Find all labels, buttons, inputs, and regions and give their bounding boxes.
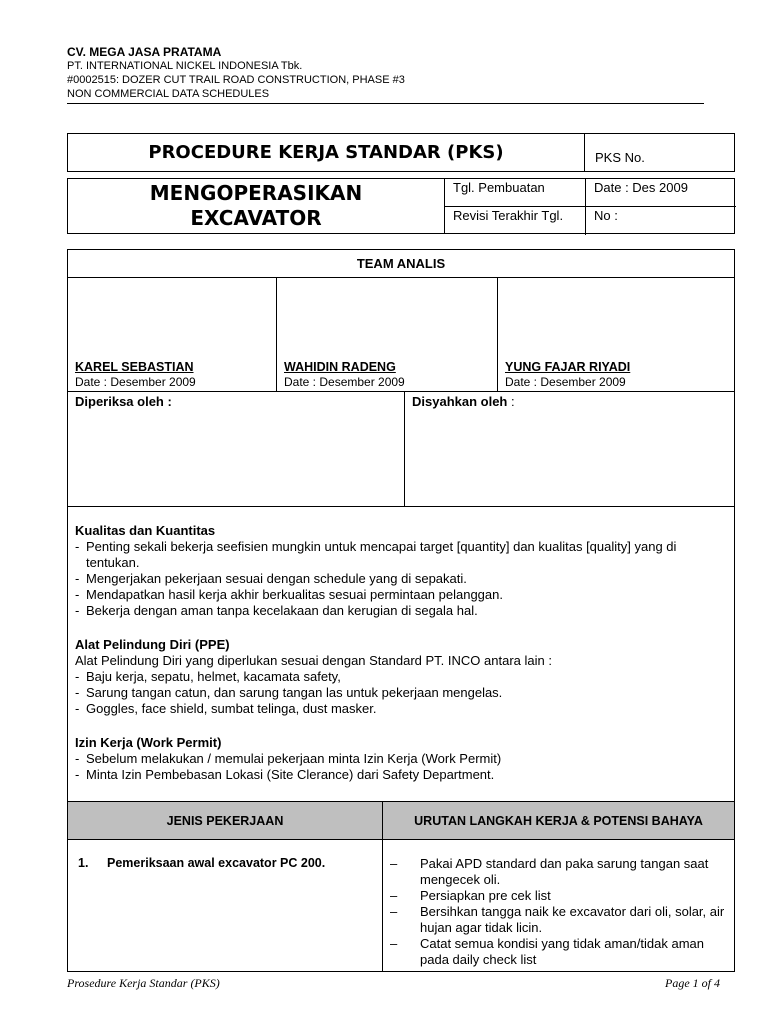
section-intro: Alat Pelindung Diri yang diperlukan sesuai dengan Standard PT. INCO antara lain :: [75, 653, 552, 668]
list-item: - Baju kerja, sepatu, helmet, kacamata safety,: [75, 669, 734, 685]
creation-date-label: Tgl. Pembuatan: [445, 179, 586, 207]
list-item: - Mendapatkan hasil kerja akhir berkualitas sesuai permintaan pelanggan.: [75, 587, 734, 603]
step-item: – Persiapkan pre cek list: [390, 888, 726, 904]
revision-value: No :: [594, 208, 618, 223]
row-number: 1.: [78, 856, 89, 870]
member-name: WAHIDIN RADENG: [284, 360, 396, 374]
signature-cell: [498, 278, 734, 391]
job-type: Pemeriksaan awal excavator PC 200.: [107, 856, 326, 870]
member-date: Date : Desember 2009: [284, 375, 405, 389]
approval-row: [68, 392, 734, 507]
checked-by-cell: [68, 392, 405, 506]
column-header-steps: URUTAN LANGKAH KERJA & POTENSI BAHAYA: [414, 813, 703, 828]
signature-cell: [68, 278, 277, 391]
list-item: - Minta Izin Pembebasan Lokasi (Site Clerance) dari Safety Department.: [75, 767, 734, 783]
creation-date-value: Date : Des 2009: [586, 179, 736, 207]
procedure-title-line1: MENGOPERASIKAN: [149, 181, 363, 205]
member-date: Date : Desember 2009: [75, 375, 196, 389]
member-name: YUNG FAJAR RIYADI: [505, 360, 631, 374]
approved-by-colon: :: [507, 394, 515, 409]
work-table-row: [68, 840, 734, 971]
section-title: Alat Pelindung Diri (PPE): [75, 637, 230, 652]
document-header: [67, 45, 707, 101]
approved-by-label: Disyahkan oleh: [412, 394, 508, 409]
member-name: KAREL SEBASTIAN: [75, 360, 194, 374]
work-table-header: [68, 801, 734, 840]
document-info-grid: [444, 178, 735, 234]
procedure-content: [68, 507, 734, 783]
company-name: CV. MEGA JASA PRATAMA: [67, 45, 222, 59]
schedule-type: NON COMMERCIAL DATA SCHEDULES: [67, 88, 270, 100]
work-permit-section: [75, 734, 734, 783]
pks-number: PKS No.: [584, 133, 735, 172]
list-item: - Penting sekali bekerja seefisien mungkin untuk mencapai target [quantity] dan kualitas [quality] yang di tentukan.: [75, 539, 734, 571]
column-header-job-type: JENIS PEKERJAAN: [68, 802, 383, 839]
procedure-title: [67, 178, 445, 234]
signature-row: [68, 278, 734, 392]
list-item: - Mengerjakan pekerjaan sesuai dengan schedule yang di sepakati.: [75, 571, 734, 587]
section-title: Kualitas dan Kuantitas: [75, 523, 216, 538]
list-item: - Goggles, face shield, sumbat telinga, dust masker.: [75, 701, 734, 717]
team-analysis-table: [67, 249, 735, 972]
ppe-section: [75, 636, 734, 717]
footer-title: Prosedure Kerja Standar (PKS): [67, 976, 220, 990]
header-divider: [67, 103, 704, 104]
team-title: TEAM ANALIS: [68, 250, 734, 278]
signature-cell: [277, 278, 498, 391]
list-item: - Sarung tangan catun, dan sarung tangan las untuk pekerjaan mengelas.: [75, 685, 734, 701]
step-item: – Catat semua kondisi yang tidak aman/tidak aman pada daily check list: [390, 936, 726, 968]
step-item: – Pakai APD standard dan paka sarung tangan saat mengecek oli.: [390, 856, 726, 888]
steps-cell: [383, 840, 734, 971]
list-item: - Bekerja dengan aman tanpa kecelakaan dan kerugian di segala hal.: [75, 603, 734, 619]
client-name: PT. INTERNATIONAL NICKEL INDONESIA Tbk.: [67, 60, 303, 72]
section-title: Izin Kerja (Work Permit): [75, 735, 222, 750]
quality-section: [75, 522, 734, 619]
step-item: – Bersihkan tangga naik ke excavator dari oli, solar, air hujan agar tidak licin.: [390, 904, 726, 936]
checked-by-label: Diperiksa oleh :: [75, 394, 172, 409]
list-item: - Sebelum melakukan / memulai pekerjaan minta Izin Kerja (Work Permit): [75, 751, 734, 767]
page-footer: [67, 976, 720, 991]
document-title: PROCEDURE KERJA STANDAR (PKS): [67, 133, 585, 172]
job-type-cell: [68, 840, 383, 971]
member-date: Date : Desember 2009: [505, 375, 626, 389]
procedure-title-line2: EXCAVATOR: [190, 206, 322, 230]
project-name: #0002515: DOZER CUT TRAIL ROAD CONSTRUCTION, PHASE #3: [67, 74, 405, 86]
revision-label: Revisi Terakhir Tgl.: [445, 207, 586, 235]
page-number: Page 1 of 4: [665, 976, 720, 990]
approved-by-cell: [405, 392, 734, 506]
